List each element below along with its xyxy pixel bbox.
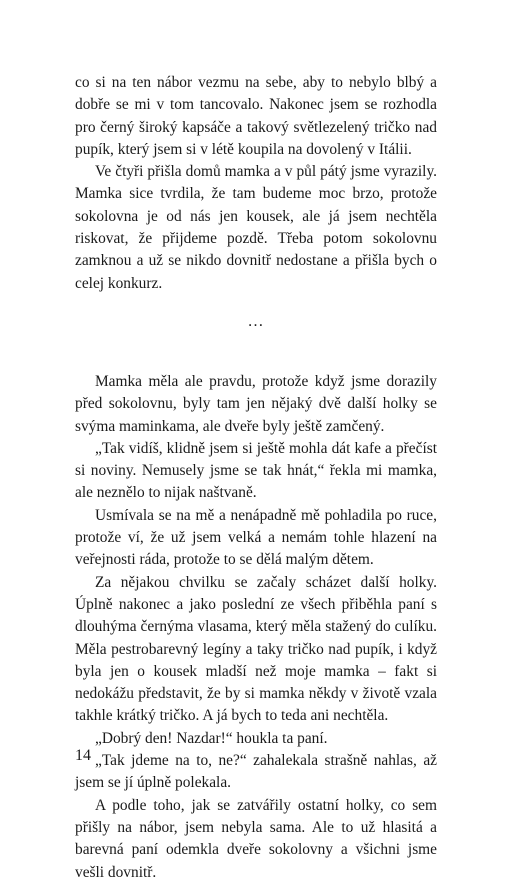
paragraph: „Dobrý den! Nazdar!“ houkla ta paní.	[95, 729, 328, 747]
paragraph: „Tak jdeme na to, ne?“ zahalekala strašně nahlas, až jsem se jí úplně polekala.	[75, 752, 437, 792]
section-separator: …	[247, 312, 265, 330]
paragraph: co si na ten nábor vezmu na sebe, aby to nebylo blbý a dobře se mi v tom tancovalo. Nakonec jsem se rozhodla pro černý široký kapsáče a takový světlezelený tričko nad pupík, který jsem si v létě koupila na dovolený v Itálii.	[75, 74, 437, 158]
page-number: 14	[75, 747, 91, 764]
page-body	[75, 72, 437, 884]
paragraph: Za nějakou chvilku se začaly scházet další holky. Úplně nakonec a jako poslední ze všech přiběhla paní s dlouhýma černýma vlasama, který měla stažený do culíku. Měla pestrobarevný legíny a taky tričko nad pupík, i když byla jen o kousek mladší než moje mamka – fakt si nedokážu představit, že by si mamka někdy v životě vzala takhle krátký tričko. A já bych to teda ani nechtěla.	[75, 573, 437, 725]
paragraph: A podle toho, jak se zatvářily ostatní holky, co sem přišly na nábor, jsem nebyla sama. Ale to už hlasitá a barevná paní odemkla dveře sokolovny a všichni jsme vešli dovnitř.	[75, 796, 437, 881]
paragraph: „Tak vidíš, klidně jsem si ještě mohla dát kafe a přečíst si noviny. Nemusely jsme se tak hnát,“ řekla mi mamka, ale neznělo to nijak naštvaně.	[75, 439, 437, 502]
paragraph: Mamka měla ale pravdu, protože když jsme dorazily před sokolovnu, byly tam jen nějaký dvě další holky se svýma maminkama, ale dveře byly ještě zamčený.	[75, 372, 437, 435]
paragraph: Ve čtyři přišla domů mamka a v půl pátý jsme vyrazily. Mamka sice tvrdila, že tam budeme moc brzo, protože sokolovna je od nás jen kousek, ale já jsem nechtěla riskovat, že přijdeme pozdě. Třeba potom sokolovnu zamknou a už se nikdo dovnitř nedostane a přišla bych o celej konkurz.	[75, 163, 437, 292]
paragraph: Usmívala se na mě a nenápadně mě pohladila po ruce, protože ví, že už jsem velká a nemám tohle hlazení na veřejnosti ráda, protože to se dělá malým dětem.	[75, 506, 437, 569]
